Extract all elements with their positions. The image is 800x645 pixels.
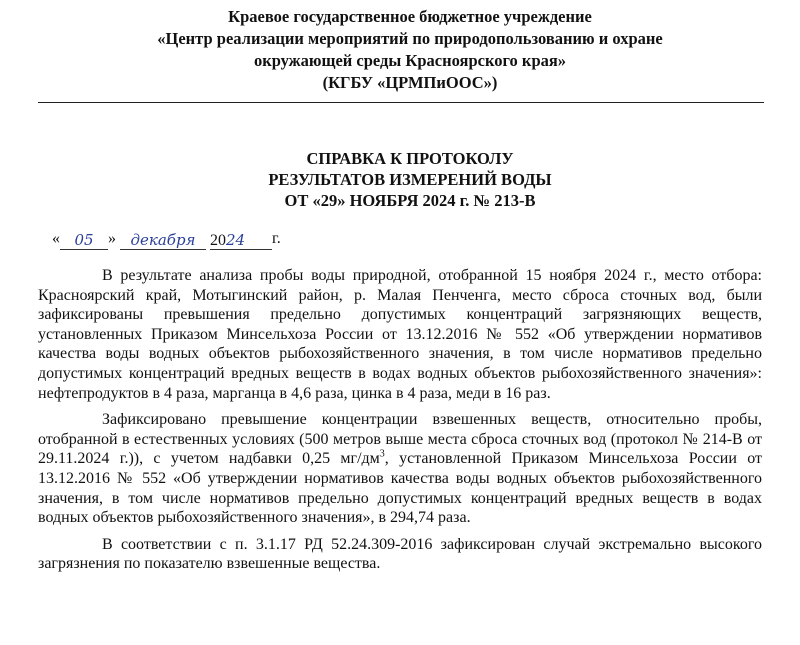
title-line-1: СПРАВКА К ПРОТОКОЛУ xyxy=(306,149,514,168)
date-month-handwritten: декабря xyxy=(130,231,196,249)
date-close-quote: » xyxy=(108,230,116,247)
document-title xyxy=(60,148,760,211)
date-day-field xyxy=(60,229,108,250)
header-line-3: окружающей среды Красноярского края» xyxy=(253,51,567,70)
title-line-2: РЕЗУЛЬТАТОВ ИЗМЕРЕНИЙ ВОДЫ xyxy=(268,170,552,189)
paragraph-3: В соответствии с п. 3.1.17 РД 52.24.309-2016 зафиксирован случай экстремально высокого загрязнения по показателю взвешенные вещества. xyxy=(38,535,762,573)
document-date xyxy=(52,228,281,250)
date-year-field xyxy=(210,229,272,250)
header-line-2: «Центр реализации мероприятий по природопользованию и охране xyxy=(157,29,663,48)
header-line-4: (КГБУ «ЦРМПиООС») xyxy=(322,73,498,92)
paragraph-1: В результате анализа пробы воды природной, отобранной 15 ноября 2024 г., место отбора: Красноярский край, Мотыгинский район, р. Малая Пенченга, место сброса сточных вод, были зафиксированы превышения предельно допустимых концентраций загрязняющих веществ, установленных Приказом Минсельхоза России от 13.12.2016 № 552 «Об утверждении нормативов качества воды водных объектов рыбохозяйственного значения, в том числе нормативов предельно допустимых концентраций вредных веществ в водах водных объектов рыбохозяйственного значения»: нефтепродуктов в 4 раза, марганца в 4,6 раза, цинка в 4 раза, меди в 16 раз. xyxy=(38,267,762,402)
title-line-3: ОТ «29» НОЯБРЯ 2024 г. № 213-В xyxy=(284,191,536,210)
paragraph-2-text-a: Зафиксировано превышение концентрации взвешенных веществ, относительно пробы, отобранной в естественных условиях (500 метров выше места сброса сточных вод (протокол № 214-В от 29.11.2024 г.)), с учетом надбавки 0,25 мг/дм xyxy=(38,411,762,468)
date-open-quote: « xyxy=(52,230,60,247)
header-divider xyxy=(38,102,764,103)
date-day-handwritten: 05 xyxy=(74,231,94,249)
date-year-prefix: 20 xyxy=(210,232,226,249)
date-month-field xyxy=(120,229,206,250)
header-line-1: Краевое государственное бюджетное учреждение xyxy=(228,7,592,26)
paragraph-2-text-b: , установленной Приказом Минсельхоза России от 13.12.2016 № 552 «Об утверждении нормативов качества воды водных объектов рыбохозяйственного значения, в том числе нормативов предельно допустимых концентраций вредных веществ в водах водных объектов рыбохозяйственного значения», в 294,74 раза. xyxy=(38,450,762,527)
date-year-label: г. xyxy=(272,230,281,247)
paragraph-2 xyxy=(38,410,762,528)
date-year-handwritten: 24 xyxy=(226,231,246,249)
organization-header xyxy=(60,6,760,94)
document-body xyxy=(38,266,762,581)
paragraph-2-superscript: 3 xyxy=(379,449,385,461)
